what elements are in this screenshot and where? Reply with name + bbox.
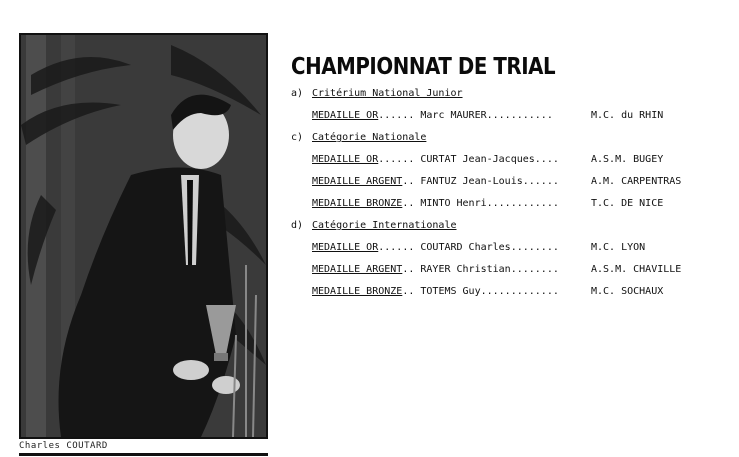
result-row	[291, 196, 721, 218]
medal-label: MEDAILLE BRONZE	[312, 198, 403, 209]
section-letter: c)	[291, 132, 304, 143]
rider-name: TOTEMS Guy.............	[420, 286, 559, 297]
section-name: Critérium National Junior	[312, 88, 463, 99]
dot-leader: ..	[402, 176, 415, 187]
rider-name: RAYER Christian........	[420, 264, 559, 275]
result-row	[291, 108, 721, 130]
rider-name: FANTUZ Jean-Louis......	[420, 176, 559, 187]
rider-name: COUTARD Charles........	[420, 242, 559, 253]
club-name: A.S.M. BUGEY	[591, 154, 664, 165]
dot-leader: ..	[402, 198, 415, 209]
section-heading	[291, 86, 721, 108]
club-name: M.C. LYON	[591, 242, 646, 253]
rider-name: Marc MAURER...........	[420, 110, 553, 121]
photo-caption: Charles COUTARD	[19, 441, 108, 451]
section-heading	[291, 130, 721, 152]
rider-name: CURTAT Jean-Jacques....	[420, 154, 559, 165]
page-title: CHAMPIONNAT DE TRIAL	[291, 54, 556, 80]
dot-leader: ......	[378, 110, 415, 121]
medal-label: MEDAILLE OR	[312, 242, 379, 253]
result-row	[291, 174, 721, 196]
photo-illustration	[21, 35, 266, 437]
section-name: Catégorie Internationale	[312, 220, 457, 231]
dot-leader: ..	[402, 264, 415, 275]
medal-label: MEDAILLE OR	[312, 154, 379, 165]
results-list	[291, 86, 721, 306]
club-name: A.M. CARPENTRAS	[591, 176, 682, 187]
medal-label: MEDAILLE ARGENT	[312, 176, 403, 187]
dot-leader: ..	[402, 286, 415, 297]
section-letter: d)	[291, 220, 304, 231]
dot-leader: ......	[378, 242, 415, 253]
medal-label: MEDAILLE ARGENT	[312, 264, 403, 275]
section-name: Catégorie Nationale	[312, 132, 427, 143]
result-row	[291, 262, 721, 284]
trophy-photo	[19, 33, 268, 439]
result-row	[291, 284, 721, 306]
dot-leader: ......	[378, 154, 415, 165]
section-letter: a)	[291, 88, 304, 99]
club-name: A.S.M. CHAVILLE	[591, 264, 682, 275]
result-row	[291, 152, 721, 174]
club-name: T.C. DE NICE	[591, 198, 664, 209]
section-heading	[291, 218, 721, 240]
medal-label: MEDAILLE OR	[312, 110, 379, 121]
result-row	[291, 240, 721, 262]
medal-label: MEDAILLE BRONZE	[312, 286, 403, 297]
club-name: M.C. SOCHAUX	[591, 286, 664, 297]
club-name: M.C. du RHIN	[591, 110, 664, 121]
rider-name: MINTO Henri............	[420, 198, 559, 209]
caption-rule	[19, 453, 268, 456]
